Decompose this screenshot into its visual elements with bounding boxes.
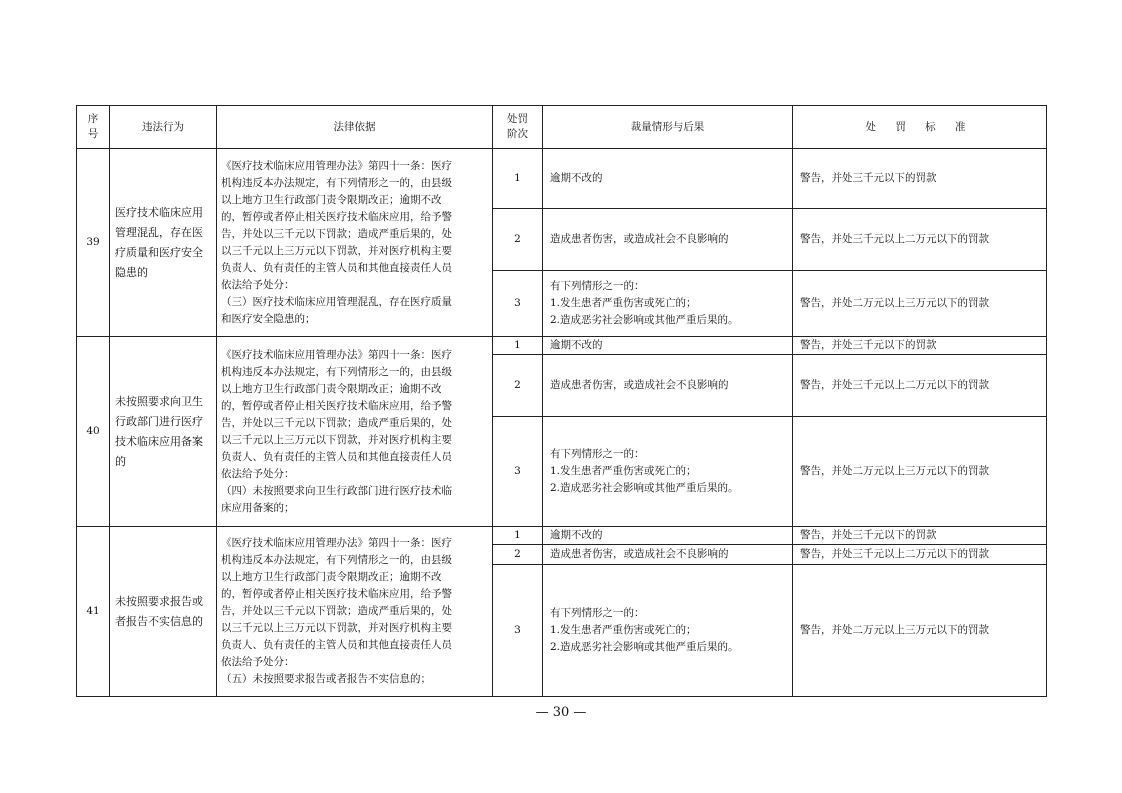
- row-number: 40: [77, 337, 110, 527]
- discretion-circumstances: [543, 417, 793, 527]
- penalty-level: 3: [493, 271, 543, 337]
- discretion-circumstances: [543, 545, 793, 565]
- legal-basis-line: 《医疗技术临床应用管理办法》第四十一条：医疗: [221, 537, 452, 549]
- discretion-circumstances: [543, 271, 793, 337]
- circumstance-line: 有下列情形之一的：: [550, 607, 645, 619]
- header-level-line1: 处罚: [507, 113, 528, 125]
- legal-basis-line: 的，暂停或者停止相关医疗技术临床应用，给予警: [221, 210, 452, 223]
- legal-basis-line: 床应用备案的；: [221, 501, 295, 514]
- header-basis: 法律依据: [217, 106, 493, 149]
- circumstance-line: 2.造成恶劣社会影响或其他严重后果的。: [550, 641, 739, 653]
- legal-basis-line: 机构违反本办法规定，有下列情形之一的，由县级: [221, 176, 452, 189]
- legal-basis-line: 负责人、负有责任的主管人员和其他直接责任人员: [221, 639, 452, 651]
- circumstance-line: 造成患者伤害，或造成社会不良影响的: [550, 548, 729, 560]
- legal-basis-line: （五）未按照要求报告或者报告不实信息的；: [221, 673, 431, 685]
- discretion-circumstances: [543, 565, 793, 697]
- penalty-standard: 警告，并处二万元以上三万元以下的罚款: [793, 565, 1047, 697]
- header-no: [77, 106, 110, 149]
- legal-basis-line: 依法给予处分：: [221, 278, 295, 291]
- legal-basis-line: 以上地方卫生行政部门责令限期改正；逾期不改: [221, 193, 442, 206]
- row-number: 39: [77, 149, 110, 337]
- legal-basis-line: 《医疗技术临床应用管理办法》第四十一条：医疗: [221, 159, 452, 172]
- legal-basis-line: 机构违反本办法规定，有下列情形之一的，由县级: [221, 365, 452, 378]
- circumstance-line: 1.发生患者严重伤害或死亡的；: [550, 624, 697, 636]
- header-no-line1: 序: [87, 113, 99, 125]
- penalty-level: 2: [493, 355, 543, 417]
- penalty-standard: 警告，并处三千元以上二万元以下的罚款: [793, 545, 1047, 565]
- legal-basis: [217, 337, 493, 527]
- violation-behavior: 未按照要求报告或者报告不实信息的: [110, 527, 217, 697]
- penalty-level: 1: [493, 527, 543, 545]
- circumstance-line: 有下列情形之一的：: [550, 448, 645, 460]
- discretion-circumstances: [543, 527, 793, 545]
- table-row: [77, 149, 1047, 209]
- penalty-standard: 警告，并处三千元以上二万元以下的罚款: [793, 355, 1047, 417]
- legal-basis-line: 依法给予处分：: [221, 467, 295, 480]
- circumstance-line: 有下列情形之一的：: [550, 280, 645, 292]
- header-level: [493, 106, 543, 149]
- legal-basis-line: 以三千元以上三万元以下罚款，并对医疗机构主要: [221, 433, 452, 446]
- circumstance-line: 2.造成恶劣社会影响或其他严重后果的。: [550, 482, 739, 494]
- header-standard: 处 罚 标 准: [793, 106, 1047, 149]
- legal-basis-line: 负责人、负有责任的主管人员和其他直接责任人员: [221, 450, 452, 463]
- circumstance-line: 逾期不改的: [550, 172, 603, 184]
- penalty-level: 2: [493, 209, 543, 271]
- table-header-row: [77, 106, 1047, 149]
- penalty-standard: 警告，并处二万元以上三万元以下的罚款: [793, 417, 1047, 527]
- penalty-level: 1: [493, 337, 543, 355]
- row-number: 41: [77, 527, 110, 697]
- legal-basis-line: 告，并处以三千元以下罚款；造成严重后果的，处: [221, 227, 452, 240]
- circumstance-line: 1.发生患者严重伤害或死亡的；: [550, 465, 697, 477]
- legal-basis-line: （三）医疗技术临床应用管理混乱，存在医疗质量: [221, 295, 452, 308]
- violation-behavior: 未按照要求向卫生行政部门进行医疗技术临床应用备案的: [110, 337, 217, 527]
- legal-basis-line: 的，暂停或者停止相关医疗技术临床应用，给予警: [221, 588, 452, 600]
- circumstance-line: 逾期不改的: [550, 529, 603, 541]
- penalty-standard: 警告，并处三千元以下的罚款: [793, 527, 1047, 545]
- circumstance-line: 造成患者伤害，或造成社会不良影响的: [550, 233, 729, 245]
- table-row: [77, 527, 1047, 545]
- legal-basis: [217, 149, 493, 337]
- penalty-standard: 警告，并处三千元以上二万元以下的罚款: [793, 209, 1047, 271]
- circumstance-line: 逾期不改的: [550, 339, 603, 351]
- legal-basis-line: 以上地方卫生行政部门责令限期改正；逾期不改: [221, 571, 442, 583]
- penalty-table: [76, 105, 1047, 697]
- discretion-circumstances: [543, 337, 793, 355]
- table-row: [77, 337, 1047, 355]
- penalty-level: 1: [493, 149, 543, 209]
- table-body: [77, 149, 1047, 697]
- penalty-standard: 警告，并处三千元以下的罚款: [793, 149, 1047, 209]
- legal-basis: [217, 527, 493, 697]
- legal-basis-line: 机构违反本办法规定，有下列情形之一的，由县级: [221, 554, 452, 566]
- legal-basis-line: 依法给予处分：: [221, 656, 295, 668]
- legal-basis-line: 告，并处以三千元以下罚款；造成严重后果的，处: [221, 416, 452, 429]
- legal-basis-line: 和医疗安全隐患的；: [221, 312, 316, 325]
- discretion-circumstances: [543, 209, 793, 271]
- legal-basis-line: 以三千元以上三万元以下罚款，并对医疗机构主要: [221, 622, 452, 634]
- legal-basis-line: 负责人、负有责任的主管人员和其他直接责任人员: [221, 261, 452, 274]
- header-no-line2: 号: [87, 128, 99, 140]
- header-circumstances: 裁量情形与后果: [543, 106, 793, 149]
- header-level-line2: 阶次: [507, 128, 528, 140]
- penalty-level: 2: [493, 545, 543, 565]
- legal-basis-line: 告，并处以三千元以下罚款；造成严重后果的，处: [221, 605, 452, 617]
- legal-basis-line: （四）未按照要求向卫生行政部门进行医疗技术临: [221, 484, 452, 497]
- penalty-level: 3: [493, 565, 543, 697]
- legal-basis-line: 以三千元以上三万元以下罚款，并对医疗机构主要: [221, 244, 452, 257]
- circumstance-line: 1.发生患者严重伤害或死亡的；: [550, 297, 697, 309]
- penalty-level: 3: [493, 417, 543, 527]
- header-behavior: 违法行为: [110, 106, 217, 149]
- legal-basis-line: 《医疗技术临床应用管理办法》第四十一条：医疗: [221, 348, 452, 361]
- circumstance-line: 造成患者伤害，或造成社会不良影响的: [550, 379, 729, 391]
- penalty-standard: 警告，并处三千元以下的罚款: [793, 337, 1047, 355]
- circumstance-line: 2.造成恶劣社会影响或其他严重后果的。: [550, 314, 739, 326]
- violation-behavior: 医疗技术临床应用管理混乱，存在医疗质量和医疗安全隐患的: [110, 149, 217, 337]
- discretion-circumstances: [543, 355, 793, 417]
- penalty-standard: 警告，并处二万元以上三万元以下的罚款: [793, 271, 1047, 337]
- page-number: — 30 —: [535, 705, 587, 720]
- legal-basis-line: 以上地方卫生行政部门责令限期改正；逾期不改: [221, 382, 442, 395]
- discretion-circumstances: [543, 149, 793, 209]
- legal-basis-line: 的，暂停或者停止相关医疗技术临床应用，给予警: [221, 399, 452, 412]
